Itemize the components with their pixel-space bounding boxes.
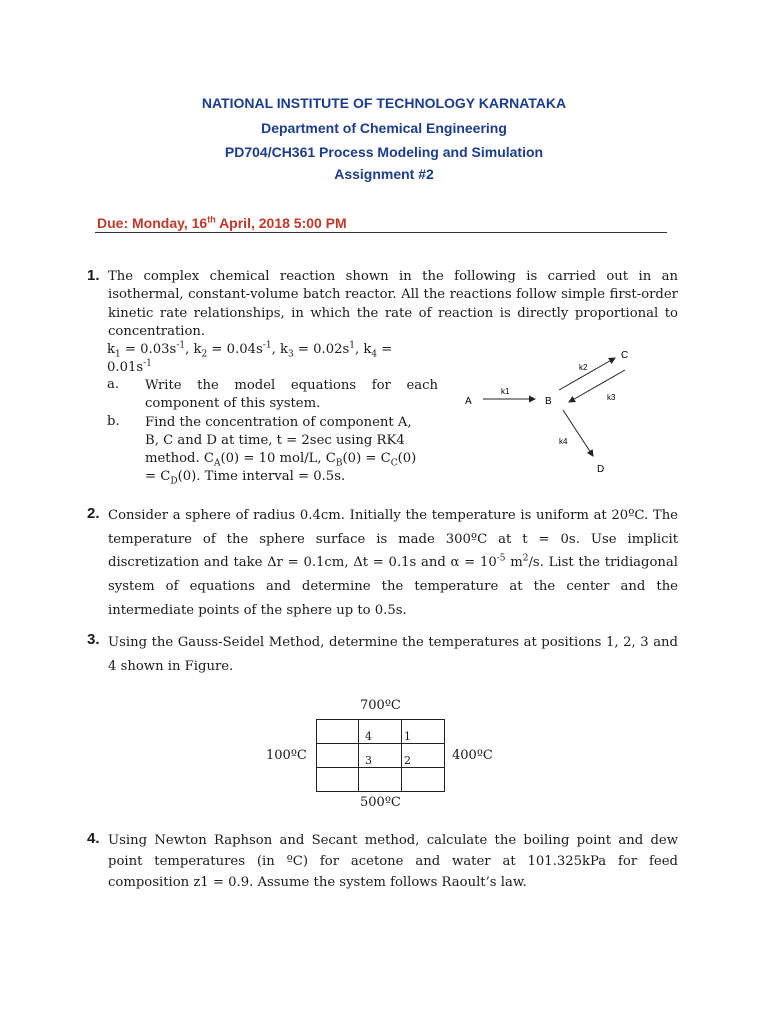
q1-b-line2: B, C and D at time, t = 2sec using RK4 [145,433,405,448]
grid-left-temp: 100ºC [266,748,307,763]
q1-rate-constants-cont: $0.01s^{-1}$ [107,358,152,375]
q3-text: Using the Gauss-Seidel Method, determine the temperatures at positions 1, 2, 3 and 4 shown in Figure. [108,635,678,674]
course-title: PD704/CH361 Process Modeling and Simulation [224,144,544,160]
q1-number: 1. [87,267,100,284]
department-name: Department of Chemical Engineering [261,120,507,136]
k2-label: k2 [579,363,588,372]
species-d: D [597,464,605,475]
q2-text: Consider a sphere of radius 0.4cm. Initially the temperature is uniform at 20ºC. The temperature of the sphere surface is made 300ºC at t = 0s. Use implicit discretization and take Δr = 0.1cm, Δt = 0.1s and $\alpha = 10^{-5}$ $m^2/s$. List the tridiagonal system of equations and determine the temperature at the center and the intermediate points of the sphere up to 0.5s. [108,508,678,618]
cell-2: 2 [404,754,411,767]
k4-label: k4 [559,437,568,446]
q4-number: 4. [87,830,100,847]
k3-label: k3 [607,393,616,402]
species-c: C [621,350,629,361]
q2-number: 2. [87,505,100,522]
q1-a-text: Write the model equations for each component of this system. [145,378,438,411]
q1-b-line3: method. $C_A(0) = 10$ mol/L, $C_B(0) = C_C(0)$ [145,451,417,469]
q1-intro: The complex chemical reaction shown in the following is carried out in an isothermal, constant-volume batch reactor. All the reactions follow simple first-order kinetic rate relationships, in which the rate of reaction is directly proportional to concentration. [108,269,678,339]
assignment-title: Assignment #2 [334,166,434,182]
q1-rate-constants: $k_1 = 0.03s^{-1}$, $k_2 = 0.04s^{-1}$, $k_3 = 0.02s^1$, $k_4$ = [107,340,393,360]
cell-4: 4 [365,730,372,743]
q1-b-letter: b. [107,414,120,429]
k1-label: k1 [501,387,510,396]
arrow-c-to-b [569,370,625,402]
species-a: A [465,396,472,407]
cell-3: 3 [365,754,372,767]
due-date: Due: Monday, 16th April, 2018 5:00 PM [97,214,347,231]
cell-1: 1 [404,730,411,743]
grid-top-temp: 700ºC [360,698,401,713]
grid-right-temp: 400ºC [452,748,493,763]
q4-text: Using Newton Raphson and Secant method, calculate the boiling point and dew point temperatures (in ºC) for acetone and water at 101.325kPa for feed composition z1 = 0.9. Assume the system follows Raoult’s law. [108,833,678,890]
q1-b-line4: = $C_D(0)$. Time interval = 0.5s. [145,469,346,487]
q1-b-line1: Find the concentration of component A, [145,415,412,430]
reaction-diagram [455,340,655,480]
grid-figure [316,719,446,793]
institute-name: NATIONAL INSTITUTE OF TECHNOLOGY KARNATAKA [201,95,567,111]
species-b: B [545,396,552,407]
arrow-b-to-d [563,410,593,456]
grid-bottom-temp: 500ºC [360,795,401,810]
divider [95,232,667,233]
q1-a-letter: a. [107,377,120,392]
q3-number: 3. [87,631,100,648]
